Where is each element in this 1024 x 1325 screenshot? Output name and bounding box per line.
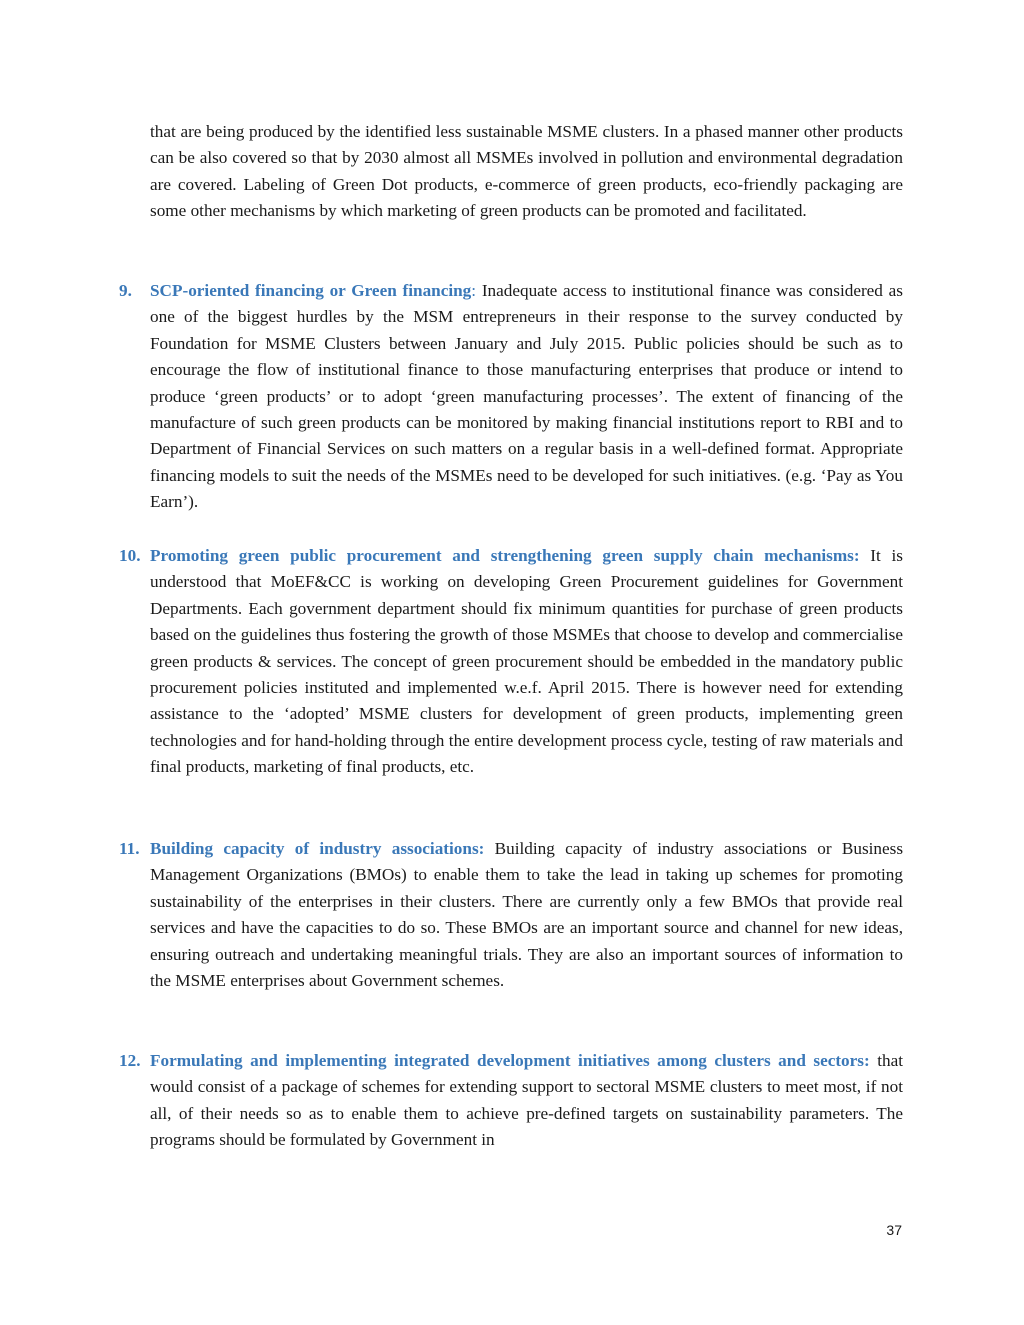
item-number-11: 11. — [119, 839, 140, 858]
item-12-body: that would consist of a package of schemes for extending support to sectoral MSME clusters to meet most, if not all, of their needs so as to enable them to achieve pre-defined targets on sustainability parameters. The programs should be formulated by Government in — [150, 1051, 903, 1150]
item-11-heading: Building capacity of industry associations: — [150, 839, 485, 858]
item-9-heading: SCP-oriented financing or Green financing — [150, 281, 472, 300]
item-9-separator: : — [471, 281, 477, 300]
item-10-heading: Promoting green public procurement and strengthening green supply chain mechanisms: — [150, 546, 860, 565]
item-9-paragraph — [150, 278, 903, 516]
page-number: 37 — [886, 1222, 902, 1238]
item-9-body: Inadequate access to institutional finance was considered as one of the biggest hurdles by the MSM entrepreneurs in their response to the survey conducted by Foundation for MSME Clusters between January and July 2015. Public policies should be such as to encourage the flow of institutional finance to those manufacturing enterprises that produce or intend to produce ‘green products’ or to adopt ‘green manufacturing processes’. The extent of financing of the manufacture of such green products can be monitored by making financial institutions report to RBI and to Department of Financial Services on such matters on a regular basis in a well-defined format. Appropriate financing models to suit the needs of the MSMEs need to be developed for such initiatives. (e.g. ‘Pay as You Earn’). — [150, 281, 903, 512]
item-number-9: 9. — [119, 281, 132, 300]
continuation-paragraph: that are being produced by the identified less sustainable MSME clusters. In a phased manner other products can be also covered so that by 2030 almost all MSMEs involved in pollution and environmental degradation are covered. Labeling of Green Dot products, e-commerce of green products, eco-friendly packaging are some other mechanisms by which marketing of green products can be promoted and facilitated. — [150, 122, 903, 221]
item-11-paragraph — [150, 836, 903, 994]
item-number-10: 10. — [119, 546, 141, 565]
item-12-heading: Formulating and implementing integrated development initiatives among clusters and sectors: — [150, 1051, 870, 1070]
item-10-paragraph — [150, 543, 903, 781]
item-12-paragraph — [150, 1048, 903, 1154]
item-11-body: Building capacity of industry associations or Business Management Organizations (BMOs) to enable them to take the lead in taking up schemes for promoting sustainability of the enterprises in their clusters. There are currently only a few BMOs that provide real services and have the capacities to do so. These BMOs are an important source and channel for new ideas, ensuring outreach and undertaking meaningful trials. They are also an important sources of information to the MSME enterprises about Government schemes. — [150, 839, 904, 991]
item-number-12: 12. — [119, 1051, 141, 1070]
item-10-body: It is understood that MoEF&CC is working on developing Green Procurement guidelines for Government Departments. Each government department should fix minimum quantities for purchase of green products based on the guidelines thus fostering the growth of those MSMEs that choose to develop and commercialise green products & services. The concept of green procurement should be embedded in the mandatory public procurement policies instituted and implemented w.e.f. April 2015. There is however need for extending assistance to the ‘adopted’ MSME clusters for development of green products, implementing green technologies and for hand-holding through the entire development process cycle, testing of raw materials and final products, marketing of final products, etc. — [150, 546, 903, 777]
